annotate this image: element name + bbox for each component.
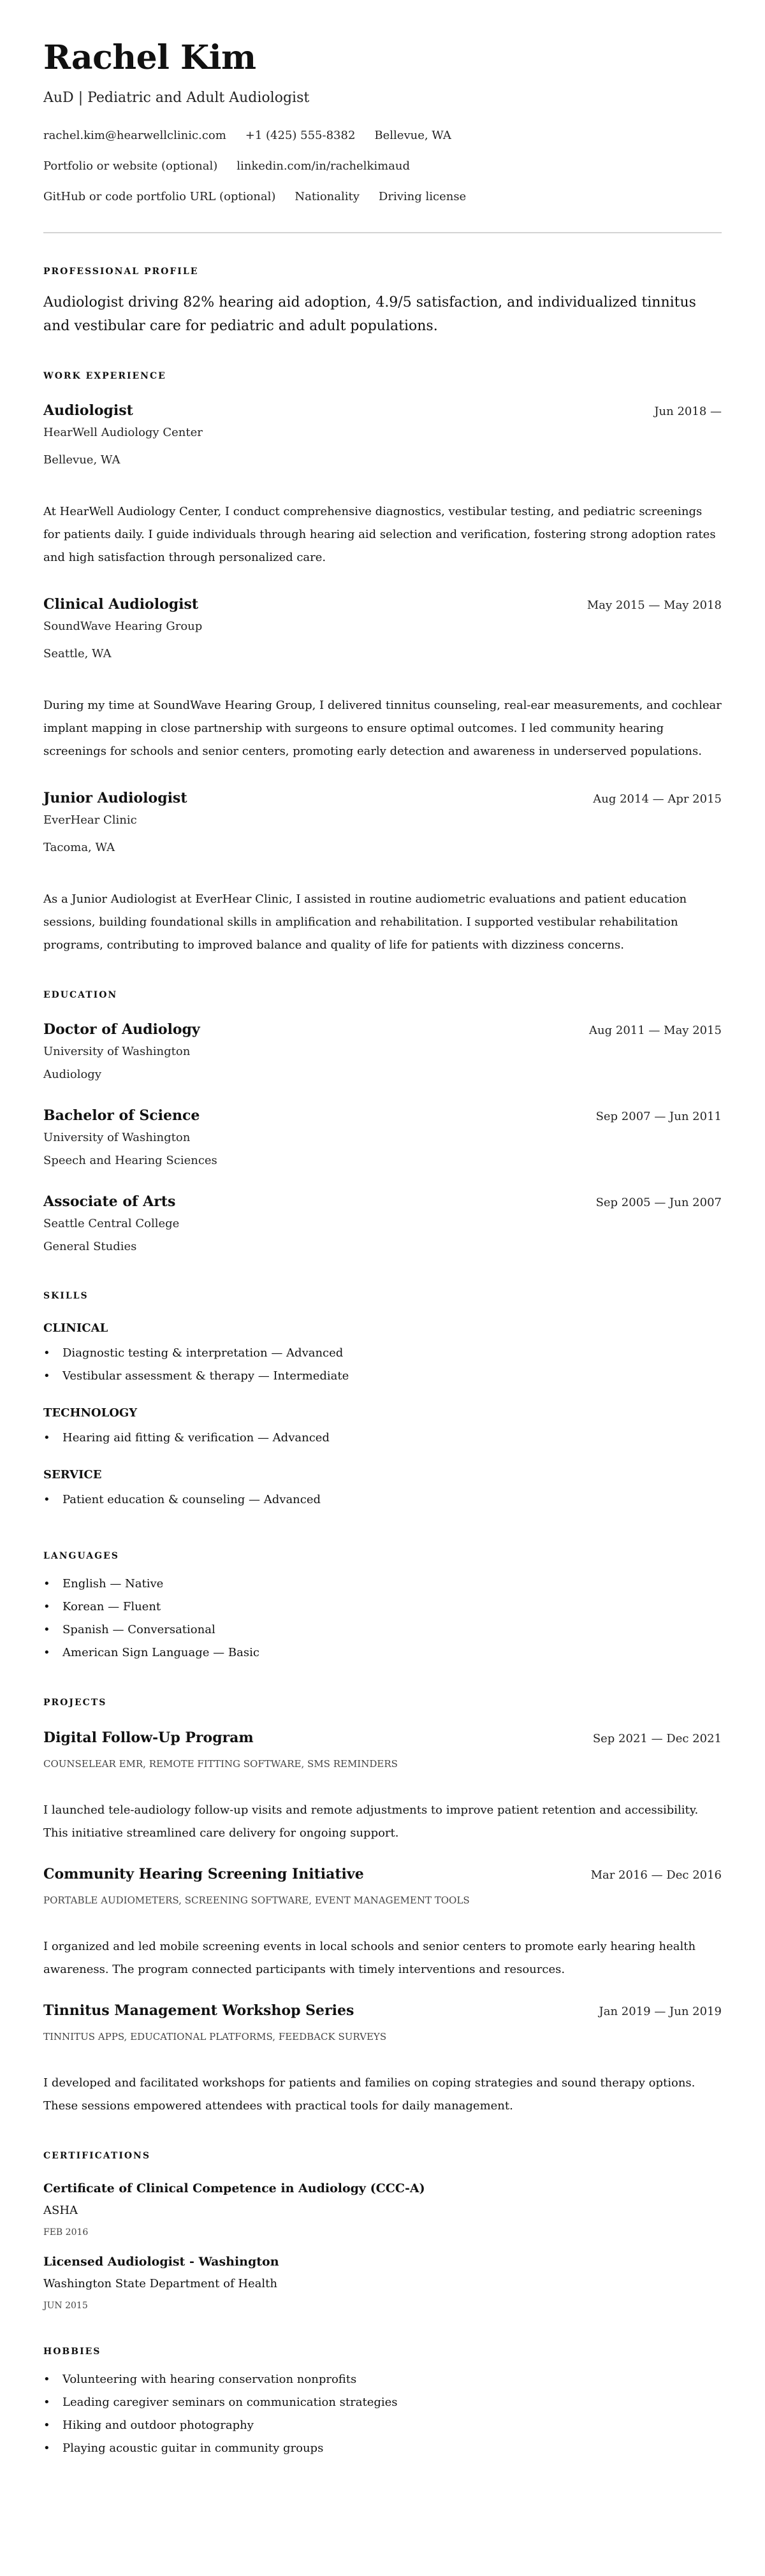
contact-linkedin[interactable]: linkedin.com/in/rachelkimaud	[237, 159, 411, 173]
education-dates: Sep 2007 — Jun 2011	[595, 1110, 722, 1123]
projects-section	[43, 1696, 722, 2118]
project-tags: COUNSELEAR EMR, REMOTE FITTING SOFTWARE, SMS REMINDERS	[43, 1758, 398, 1770]
contact-driving-license: Driving license	[378, 190, 467, 203]
job-dates: Jun 2018 —	[654, 405, 722, 418]
project-name: Community Hearing Screening Initiative	[43, 1866, 364, 1882]
hobbies-section	[43, 2345, 722, 2460]
certification-date: JUN 2015	[43, 2301, 88, 2311]
experience-item	[43, 788, 722, 957]
job-location: Bellevue, WA	[43, 453, 120, 467]
job-description: During my time at SoundWave Hearing Group, I delivered tinnitus counseling, real-ear measurements, and cochlear implant mapping in close partnership with surgeons to ensure optimal outcomes. I led community hearing screenings for schools and senior centers, promoting early detection and awareness in underserved populations.	[43, 699, 722, 758]
contact-email[interactable]: rachel.kim@hearwellclinic.com	[43, 129, 226, 142]
field-of-study: Speech and Hearing Sciences	[43, 1154, 217, 1167]
school: University of Washington	[43, 1045, 191, 1058]
skill-item: • Vestibular assessment & therapy — Intermediate	[43, 1365, 722, 1388]
degree: Doctor of Audiology	[43, 1021, 200, 1038]
header-divider	[43, 232, 722, 233]
education-dates: Aug 2011 — May 2015	[589, 1024, 722, 1037]
section-title-projects: PROJECTS	[43, 1698, 107, 1708]
contact-row	[43, 188, 722, 206]
hobby-item: • Leading caregiver seminars on communication strategies	[43, 2391, 722, 2414]
job-company: HearWell Audiology Center	[43, 426, 203, 439]
language-item: • Korean — Fluent	[43, 1596, 722, 1619]
job-role: Clinical Audiologist	[43, 596, 199, 613]
project-dates: Sep 2021 — Dec 2021	[592, 1732, 722, 1745]
degree: Bachelor of Science	[43, 1107, 200, 1124]
section-title-experience: WORK EXPERIENCE	[43, 371, 166, 381]
contact-portfolio[interactable]: Portfolio or website (optional)	[43, 159, 218, 173]
section-title-skills: SKILLS	[43, 1291, 89, 1301]
hobby-item: • Playing acoustic guitar in community groups	[43, 2437, 722, 2460]
contact-location: Bellevue, WA	[374, 129, 451, 142]
project-description: I launched tele-audiology follow-up visits and remote adjustments to improve patient retention and accessibility. This initiative streamlined care delivery for ongoing support.	[43, 1803, 699, 1840]
skill-list	[43, 1488, 722, 1511]
contact-github[interactable]: GitHub or code portfolio URL (optional)	[43, 190, 276, 203]
project-dates: Mar 2016 — Dec 2016	[590, 1868, 722, 1882]
skill-item: • Diagnostic testing & interpretation — Advanced	[43, 1342, 722, 1365]
certifications-section	[43, 2150, 722, 2313]
language-item: • English — Native	[43, 1573, 722, 1596]
project-tags: PORTABLE AUDIOMETERS, SCREENING SOFTWARE, EVENT MANAGEMENT TOOLS	[43, 1895, 470, 1906]
experience-item	[43, 594, 722, 763]
certification-issuer: Washington State Department of Health	[43, 2277, 277, 2290]
certification-name: Certificate of Clinical Competence in Audiology (CCC-A)	[43, 2181, 425, 2195]
project-item	[43, 1864, 722, 1981]
hobby-item: • Volunteering with hearing conservation nonprofits	[43, 2368, 722, 2391]
skill-group-title: CLINICAL	[43, 1321, 108, 1335]
skill-group-title: SERVICE	[43, 1468, 102, 1481]
education-item	[43, 1191, 722, 1258]
job-location: Tacoma, WA	[43, 841, 115, 854]
language-item: • Spanish — Conversational	[43, 1619, 722, 1641]
school: Seattle Central College	[43, 1217, 180, 1230]
certification-item	[43, 2178, 722, 2240]
skills-section	[43, 1290, 722, 1511]
project-name: Digital Follow-Up Program	[43, 1729, 254, 1746]
job-company: EverHear Clinic	[43, 813, 137, 827]
certification-name: Licensed Audiologist - Washington	[43, 2255, 279, 2269]
contact-phone[interactable]: +1 (425) 555-8382	[245, 129, 356, 142]
language-item: • American Sign Language — Basic	[43, 1641, 722, 1664]
job-location: Seattle, WA	[43, 647, 112, 660]
certification-item	[43, 2252, 722, 2313]
section-title-hobbies: HOBBIES	[43, 2347, 101, 2357]
contact-row	[43, 157, 722, 175]
certification-date: FEB 2016	[43, 2227, 89, 2238]
experience-item	[43, 400, 722, 569]
language-list	[43, 1573, 722, 1664]
project-tags: TINNITUS APPS, EDUCATIONAL PLATFORMS, FEEDBACK SURVEYS	[43, 2031, 387, 2042]
project-item	[43, 1728, 722, 1845]
job-role: Junior Audiologist	[43, 790, 187, 806]
job-dates: Aug 2014 — Apr 2015	[593, 792, 722, 806]
education-section	[43, 989, 722, 1258]
section-title-education: EDUCATION	[43, 990, 118, 1000]
skill-list	[43, 1427, 722, 1450]
hobby-list	[43, 2368, 722, 2460]
skill-group-title: TECHNOLOGY	[43, 1406, 138, 1420]
resume-header	[43, 39, 722, 206]
project-name: Tinnitus Management Workshop Series	[43, 2002, 354, 2019]
project-item	[43, 2000, 722, 2118]
contact-row	[43, 127, 722, 145]
job-description: As a Junior Audiologist at EverHear Clinic, I assisted in routine audiometric evaluations and patient education sessions, building foundational skills in amplification and rehabilitation. I supported vestibular rehabilitation programs, contributing to improved balance and quality of life for patients with dizziness concerns.	[43, 892, 687, 952]
project-description: I organized and led mobile screening events in local schools and senior centers to promote early hearing health awareness. The program connected participants with timely interventions and resources.	[43, 1940, 696, 1976]
job-role: Audiologist	[43, 402, 133, 419]
skill-item: • Hearing aid fitting & verification — Advanced	[43, 1427, 722, 1450]
candidate-headline: AuD | Pediatric and Adult Audiologist	[43, 90, 310, 106]
education-item	[43, 1019, 722, 1086]
job-description: At HearWell Audiology Center, I conduct comprehensive diagnostics, vestibular testing, and pediatric screenings for patients daily. I guide individuals through hearing aid selection and verification, fostering strong adoption rates and high satisfaction through personalized care.	[43, 505, 716, 564]
skill-item: • Patient education & counseling — Advanced	[43, 1488, 722, 1511]
project-description: I developed and facilitated workshops for patients and families on coping strategies and sound therapy options. These sessions empowered attendees with practical tools for daily management.	[43, 2076, 696, 2113]
field-of-study: General Studies	[43, 1240, 137, 1253]
field-of-study: Audiology	[43, 1068, 101, 1081]
project-dates: Jan 2019 — Jun 2019	[599, 2005, 722, 2018]
education-item	[43, 1105, 722, 1172]
education-dates: Sep 2005 — Jun 2007	[595, 1196, 722, 1209]
hobby-item: • Hiking and outdoor photography	[43, 2414, 722, 2437]
section-title-certifications: CERTIFICATIONS	[43, 2151, 150, 2161]
profile-summary: Audiologist driving 82% hearing aid adoption, 4.9/5 satisfaction, and individualized tinnitus and vestibular care for pediatric and adult populations.	[43, 295, 696, 334]
job-dates: May 2015 — May 2018	[586, 599, 722, 612]
section-title-languages: LANGUAGES	[43, 1551, 119, 1561]
languages-section	[43, 1550, 722, 1664]
job-company: SoundWave Hearing Group	[43, 620, 203, 633]
skill-list	[43, 1342, 722, 1388]
candidate-name: Rachel Kim	[43, 38, 256, 77]
degree: Associate of Arts	[43, 1193, 176, 1210]
section-title-profile: PROFESSIONAL PROFILE	[43, 266, 199, 277]
school: University of Washington	[43, 1131, 191, 1144]
profile-section	[43, 265, 722, 338]
certification-issuer: ASHA	[43, 2204, 78, 2217]
contact-nationality: Nationality	[295, 190, 360, 203]
experience-section	[43, 370, 722, 957]
